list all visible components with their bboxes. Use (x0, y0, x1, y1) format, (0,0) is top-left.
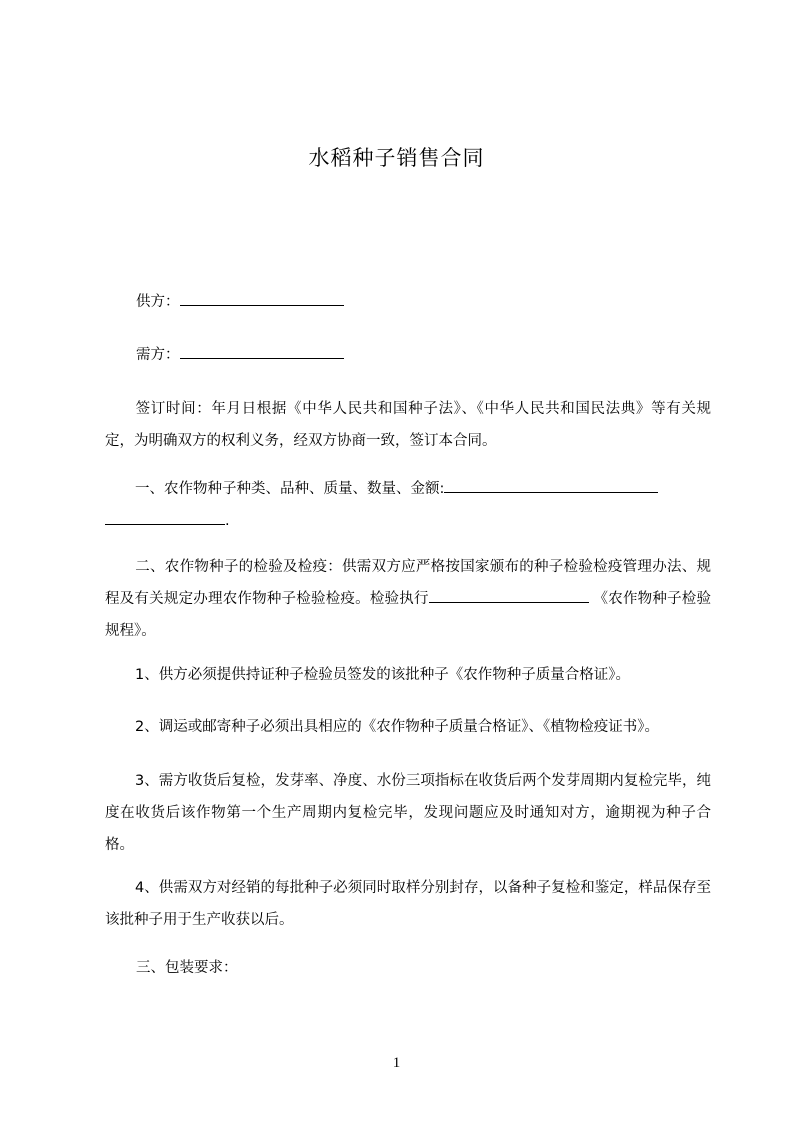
intro-text: 签订时间：年月日根据《中华人民共和国种子法》、《中华人民共和国民法典》等有关规定，为明确双方的权利义务，经双方协商一致，签订本合同。 (105, 401, 711, 449)
buyer-blank (180, 344, 344, 359)
page-number: 1 (392, 1055, 401, 1071)
section2-paragraph (105, 551, 711, 647)
buyer-line (136, 344, 344, 365)
item1-text: 1、供方必须提供持证种子检验员签发的该批种子《农作物种子质量合格证》。 (135, 667, 630, 683)
item1-paragraph (105, 659, 711, 691)
section1-label: 一、农作物种子种类、品种、质量、数量、金额: (135, 481, 445, 497)
item4-paragraph (105, 872, 711, 936)
section2-end: 《农作物种子检验规程》。 (105, 591, 712, 639)
supplier-line (136, 291, 344, 312)
section1-blank-2 (105, 510, 225, 525)
section2-text: 二、农作物种子的检验及检疫：供需双方应严格按国家颁布的种子检验检疫管理办法、规程及有关规定办理农作物种子检验检疫。检验执行 (105, 559, 711, 607)
document-title: 水稻种子销售合同 (308, 146, 485, 170)
section2-blank (429, 588, 589, 603)
item3-text: 3、需方收货后复检，发芽率、净度、水份三项指标在收货后两个发芽周期内复检完毕，纯度在收货后该作物第一个生产周期内复检完毕，发现问题应及时通知对方，逾期视为种子合格。 (105, 773, 711, 853)
section1-paragraph (105, 473, 711, 537)
section1-end: . (225, 513, 230, 529)
section1-blank-1 (444, 478, 658, 493)
buyer-label: 需方： (136, 347, 180, 363)
supplier-label: 供方： (136, 294, 180, 310)
supplier-blank (180, 291, 344, 306)
section3-heading: 三、包装要求： (136, 960, 238, 976)
item2-text: 2、调运或邮寄种子必须出具相应的《农作物种子质量合格证》、《植物检疫证书》。 (135, 719, 659, 735)
item3-paragraph (105, 765, 711, 861)
intro-paragraph (105, 393, 711, 457)
item4-text: 4、供需双方对经销的每批种子必须同时取样分别封存，以备种子复检和鉴定，样品保存至该批种子用于生产收获以后。 (105, 880, 711, 928)
item2-paragraph (105, 711, 711, 743)
